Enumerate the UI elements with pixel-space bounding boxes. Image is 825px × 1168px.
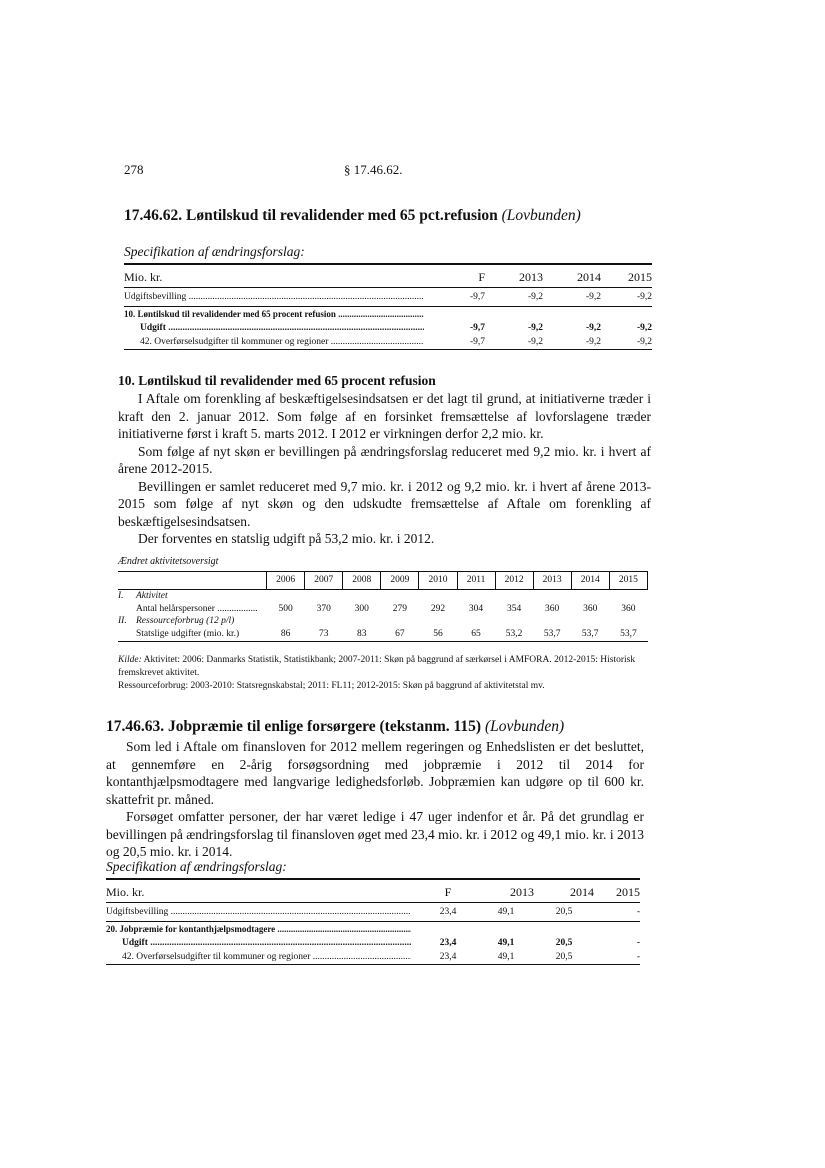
cell: 83 — [357, 629, 367, 639]
activity-table — [118, 571, 648, 642]
cell: 53,2 — [505, 629, 523, 639]
cell: -9,2 — [527, 291, 543, 302]
year-header: 2011 — [457, 572, 495, 590]
section-title-17-46-62 — [124, 207, 581, 225]
activity-row — [118, 590, 648, 603]
cell: 279 — [392, 603, 407, 614]
table-row — [106, 950, 640, 965]
cell: 360 — [545, 603, 560, 614]
cell: 20,5 — [555, 938, 573, 948]
subsection-heading: 10. Løntilskud til revalidender med 65 procent refusion — [118, 373, 436, 388]
cell: -9,7 — [469, 323, 485, 333]
activity-year-row — [118, 572, 648, 590]
cell: 370 — [316, 603, 331, 614]
cell: 53,7 — [543, 629, 561, 639]
cell: 500 — [278, 603, 293, 614]
row-label: Udgift — [122, 938, 148, 948]
cell: -9,7 — [469, 291, 485, 302]
year-header: 2006 — [267, 572, 305, 590]
col-header: F — [444, 884, 452, 899]
cell: -9,2 — [585, 337, 601, 347]
subsection-body — [118, 390, 651, 548]
table-row — [124, 306, 652, 321]
spec-table-2 — [106, 882, 640, 965]
year-header: 2013 — [533, 572, 571, 590]
law-tag: (Lovbunden) — [501, 207, 581, 224]
section-title-text: 17.46.63. Jobpræmie til enlige forsørgere (tekstanm. 115) — [106, 718, 482, 735]
year-header: 2010 — [419, 572, 457, 590]
law-tag: (Lovbunden) — [484, 718, 565, 735]
row-label: 42. Overførselsudgifter til kommuner og regioner — [140, 337, 329, 347]
paragraph: Som led i Aftale om finansloven for 2012 mellem regeringen og Enhedslisten er det besluttet, at gennemføre en 2-årig forsøgsordning med jobpræmie i 2012 til 2014 for kontanthjælpsmodtagere med langvarige ledighedsforløb. Jobpræmien kan udgøre op til 600 kr. skattefrit pr. måned. — [106, 739, 644, 807]
year-header: 2015 — [609, 572, 647, 590]
activity-source — [118, 654, 650, 693]
cell: 67 — [395, 629, 405, 639]
paragraph: Bevillingen er samlet reduceret med 9,7 mio. kr. i 2012 og 9,2 mio. kr. i hvert af årene 2013-2015 som følge af nyt skøn og den udskudte fremsættelse af Aftale om forenkling af beskæftigelsesindsatsen. — [118, 478, 651, 529]
cell: - — [636, 938, 640, 948]
table-row — [106, 921, 640, 936]
table-row — [106, 902, 640, 921]
cell: 23,4 — [439, 938, 457, 948]
col-header: 2015 — [628, 269, 652, 284]
cell: 20,5 — [555, 952, 573, 962]
cell: -9,2 — [527, 323, 543, 333]
table-header-row — [106, 882, 640, 902]
section-reference: § 17.46.62. — [344, 162, 403, 177]
activity-title: Ændret aktivitetsoversigt — [118, 556, 219, 567]
spec-title: Specifikation af ændringsforslag: — [124, 244, 305, 259]
row-label: Udgift — [140, 323, 166, 333]
row-label: Aktivitet — [136, 591, 168, 601]
year-header: 2007 — [305, 572, 343, 590]
paragraph: Forsøget omfatter personer, der har været ledige i 47 uger indenfor et år. På det grundlag er bevillingen på ændringsforslag til finansloven øget med 23,4 mio. kr. i 2012 og 49,1 mio. kr. i 2013 og 20,5 mio. kr. i 2014. — [106, 809, 644, 859]
paragraph: Som følge af nyt skøn er bevillingen på ændringsforslag reduceret med 9,2 mio. kr. i hvert af årene 2012-2015. — [118, 443, 651, 476]
source-text: Aktivitet: 2006: Danmarks Statistik, Statistikbank; 2007-2011: Skøn på baggrund af særkørsel i AMFORA. 2012-2015: Historisk fremskrevet aktivitet. — [118, 655, 636, 678]
section-title-17-46-63 — [106, 718, 564, 736]
row-label: 10. Løntilskud til revalidender med 65 procent refusion — [124, 308, 336, 319]
cell: 354 — [506, 603, 522, 614]
year-header: 2008 — [343, 572, 381, 590]
section-title-text: 17.46.62. Løntilskud til revalidender med 65 pct.refusion — [124, 207, 498, 224]
cell: 53,7 — [620, 629, 637, 639]
cell: 292 — [430, 603, 446, 614]
year-header: 2012 — [495, 572, 533, 590]
unit-label: Mio. kr. — [124, 269, 163, 284]
unit-label: Mio. kr. — [106, 884, 145, 899]
table-header-row — [124, 267, 652, 287]
cell: 360 — [583, 603, 598, 614]
year-header: 2014 — [571, 572, 609, 590]
source-line-2: Ressourceforbrug: 2003-2010: Statsregnskabstal; 2011: FL11; 2012-2015: Skøn på baggrund af aktivitetstal mv. — [118, 681, 545, 691]
page-number: 278 — [124, 162, 144, 177]
year-header: 2009 — [381, 572, 419, 590]
activity-row — [118, 615, 648, 628]
cell: 20,5 — [555, 906, 573, 917]
table-row — [124, 287, 652, 306]
cell: - — [636, 906, 640, 917]
cell: 73 — [318, 629, 329, 639]
col-header: 2013 — [519, 269, 543, 284]
roman-numeral: II. — [118, 616, 127, 626]
cell: -9,2 — [527, 337, 543, 347]
cell: 49,1 — [497, 938, 515, 948]
row-label: 42. Overførselsudgifter til kommuner og regioner — [122, 952, 311, 962]
cell: 56 — [433, 629, 443, 639]
paragraph: I Aftale om forenkling af beskæftigelsesindsatsen er det lagt til grund, at initiativerne træder i kraft den 2. januar 2012. Som følge af en forsinket fremsættelse af lovforslagene træder initiativerne først i kraft 5. marts 2012. I 2012 er virkningen derfor 2,2 mio. kr. — [118, 391, 651, 441]
activity-row — [118, 603, 648, 616]
table-row — [124, 321, 652, 335]
cell: -9,2 — [585, 323, 601, 333]
cell: 360 — [621, 603, 636, 614]
source-label: Kilde: — [118, 655, 142, 665]
table-row — [124, 335, 652, 350]
table-row — [106, 936, 640, 950]
col-header: F — [478, 269, 485, 284]
col-header: 2014 — [570, 884, 594, 899]
cell: 53,7 — [581, 629, 599, 639]
table-top-rule — [124, 263, 652, 265]
spec-table-1 — [124, 267, 652, 350]
table-top-rule — [106, 878, 640, 880]
activity-row — [118, 628, 648, 642]
spec-title: Specifikation af ændringsforslag: — [106, 859, 287, 874]
cell: 304 — [468, 603, 484, 614]
cell: 23,4 — [439, 906, 457, 917]
row-label: Antal helårspersoner — [136, 603, 215, 614]
cell: 65 — [471, 629, 481, 639]
row-label: Udgiftsbevilling — [106, 906, 169, 917]
col-header: 2013 — [510, 884, 534, 899]
cell: 86 — [280, 629, 291, 639]
paragraph: Der forventes en statslig udgift på 53,2 mio. kr. i 2012. — [138, 531, 435, 546]
cell: -9,2 — [636, 323, 652, 333]
cell: 23,4 — [439, 952, 457, 962]
cell: -9,7 — [469, 337, 485, 347]
col-header: 2014 — [577, 269, 601, 284]
row-label: Udgiftsbevilling — [124, 291, 187, 302]
cell: -9,2 — [636, 337, 652, 347]
row-label: 20. Jobpræmie for kontanthjælpsmodtagere — [106, 923, 276, 934]
cell: 49,1 — [497, 906, 515, 917]
col-header: 2015 — [616, 884, 640, 899]
section-body — [106, 738, 644, 861]
cell: -9,2 — [585, 291, 601, 302]
cell: 300 — [354, 603, 369, 614]
row-label: Statslige udgifter (mio. kr.) — [136, 629, 240, 639]
roman-numeral: I. — [118, 591, 124, 601]
cell: -9,2 — [636, 291, 652, 302]
cell: 49,1 — [497, 952, 515, 962]
row-label: Ressourceforbrug (12 p/l) — [136, 616, 235, 626]
cell: - — [636, 952, 640, 962]
